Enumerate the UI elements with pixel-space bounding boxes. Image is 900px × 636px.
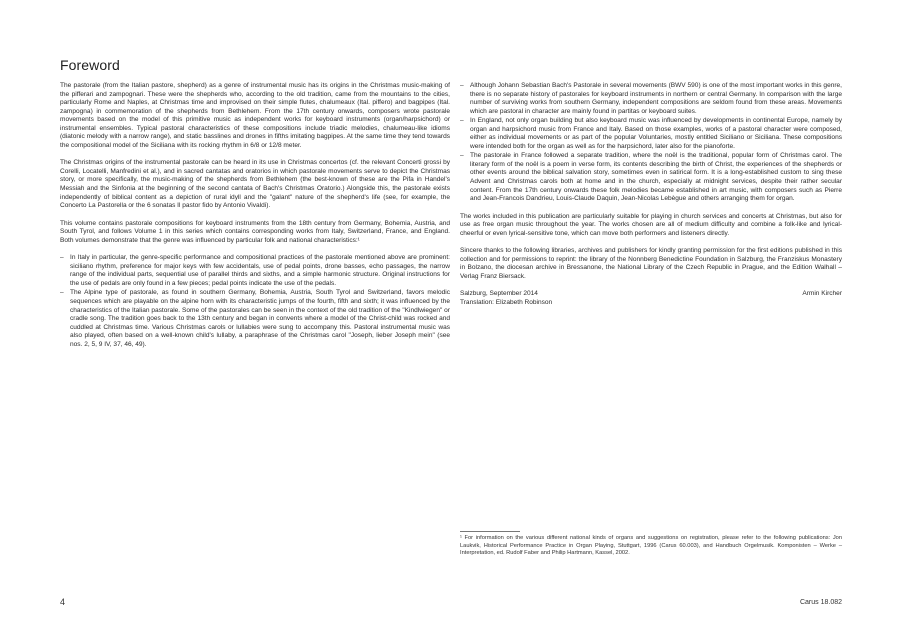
paragraph: The works included in this publication are particularly suitable for playing in church services and concerts at Christmas, but also for use as free organ music throughout the year. The works chosen are all of medium difficulty and combine a folk-like and lyrical-cheerful or even lyrical-sensitive tone, which can move both performers and listeners directly. <box>460 212 842 237</box>
footnote: ¹ For information on the various different national kinds of organs and suggestions on registration, please refer to the following publications: Jon Laukvik, Historical Performance Practice in Organ Playing, Stuttgart, 1996 (Carus 60.003), and Handbuch Orgelmusik. Komponisten – Werke – Interpretation, ed. Rudolf Faber and Philip Hartmann, Kassel, 2002. <box>460 535 842 557</box>
catalog-number: Carus 18.082 <box>799 599 842 606</box>
list-item: – In Italy in particular, the genre-specific performance and compositional practices of the pastorale mentioned above are prominent: siciliano rhythm, preference for major keys with few accidentals, use of pedal points, drone basses, echo passages, the narrow range of the individual parts, sequential use of parallel thirds and sixths, and a simple harmonic structure. Original instructions for the use of pedals are only found in a few pieces; pedal points indicate the use of the pedals. <box>60 254 450 288</box>
list-item: – In England, not only organ building but also keyboard music was influenced by developments in continental Europe, namely by organ and harpsichord music from France and Italy. Based on those examples, works of a pastoral character were composed, either as individual movements or as part of the popular Voluntaries, mostly entitled Siciliano or Siciliana. These compositions were intended both for the organ as well as for the harpsichord, later also for the pianoforte. <box>460 117 842 151</box>
translation-credit: Translation: Elizabeth Robinson <box>460 299 553 307</box>
paragraph: The Christmas origins of the instrumental pastorale can be heard in its use in Christmas concertos (cf. the relevant Concerti grossi by Corelli, Locatelli, Manfredini et al.), and in sacred cantatas and oratorios in which pastorale movements serve to depict the Christmas story, or more specifically, the music-making of the shepherds from Bethlehem (the best-known of these are the Pifa in Handel's Messiah and the Sinfonia at the beginning of the second cantata of Bach's Christmas Oratorio.) Alongside this, the pastorale exists independently of biblical content as a depiction of rural idyll and the "galant" nature of the shepherd's life (see, for example, the Concerto La Pastorella or the 6 sonatas Il pastor fido by Antonio Vivaldi). <box>60 159 450 210</box>
paragraph: Sincere thanks to the following libraries, archives and publishers for kindly granting permission for the first editions published in this collection and for permissions to reprint: the library of the Nonnberg Benedictine Foundation in Salzburg, the Franziskus Monastery in Bolzano, the diocesan archive in Bressanone, the National Library of the Czech Republic in Prague, and the Edition Walhall – Verlag Franz Biersack. <box>460 247 842 280</box>
author-name: Armin Kircher <box>802 290 842 298</box>
paragraph: The pastorale (from the Italian pastore, shepherd) as a genre of instrumental music has its origins in the Christmas music-making of the pifferari and zampognari. These were the shepherds who, according to the old tradition, came from the mountains to the cities, particularly Rome and Naples, at Christmas time and improvised on their simple flutes, chalumeaux (Ital. piffero) and bagpipes (Ital. zampogna) in commemoration of the shepherds from Bethlehem. From the 17th century onwards, composers wrote pastorale movements based on the model of this primitive music as independent works for keyboard instruments (organ/harpsichord) or instrumental ensembles. Typical pastoral characteristics of these compositions include triadic melodies, chalumeau-like idioms (diatonic melody with a narrow range), and static basslines and drones in fifths imitating bagpipes. At the same time they tend towards the compositional model of the Siciliana with its rocking rhythm in 6/8 or 12/8 meter. <box>60 82 450 149</box>
page-number: 4 <box>60 597 66 607</box>
paragraph: This volume contains pastorale compositions for keyboard instruments from the 18th century from Germany, Bohemia, Austria, and South Tyrol, and follows Volume 1 in this series which contains corresponding works from Italy, Switzerland, France, and England. Both volumes demonstrate that the genre was influenced by particular folk and national characteristics:¹ <box>60 219 450 244</box>
page-title: Foreword <box>60 57 120 73</box>
signature-row <box>460 290 842 299</box>
dash-list <box>60 254 450 349</box>
list-item: – Although Johann Sebastian Bach's Pastorale in several movements (BWV 590) is one of the most important works in this genre, there is no separate history of pastorales for keyboard instruments in northern or central Germany. In comparison with the large number of surviving works from southern Germany, independent compositions are seldom found from these areas. Movements which are pastoral in character are mainly found in partitas or keyboard suites. <box>460 82 842 116</box>
right-column <box>460 82 842 308</box>
left-column <box>60 82 450 358</box>
list-item: – The pastorale in France followed a separate tradition, where the noël is the traditional, popular form of Christmas carol. The literary form of the noël is a poem in verse form, its contents describing the birth of Christ, the experiences of the shepherds or other events around the biblical salvation story, sometimes even in satirical form. It is a long-established custom to sing these Advent and Christmas carols both at home and in the church, especially at midnight services, despite their rather secular content. From the 17th century onwards these folk melodies became established in art music, with composers such as Pierre and Jean-Francois Dandrieu, Louis-Claude Daquin, Jean-Nicolas Lebègue and others arranging them for organ. <box>460 152 842 203</box>
list-item: – The Alpine type of pastorale, as found in southern Germany, Bohemia, Austria, South Tyrol and Switzerland, favors melodic sequences which are playable on the alpine horn with its characteristic jumps of the fourth, fifth and sixth; it was influenced by the characteristics of the Italian pastorale. Some of the pastorales can be seen in the context of the old tradition of the "Kindlwiegen" or cradle song. The tradition goes back to the 13th century and began in convents where a model of the Christ-child was rocked and cuddled at Christmas time. Various Christmas carols or lullabies were sung to accompany this. Pastoral instrumental music was also played, often based on a well-known child's lullaby, a paraphrase of the Christmas carol "Joseph, lieber Joseph mein" (see nos. 2, 5, 9 IV, 37, 46, 49). <box>60 289 450 349</box>
place-date: Salzburg, September 2014 <box>460 290 538 298</box>
dash-list <box>460 82 842 204</box>
footnote-divider <box>460 531 520 532</box>
